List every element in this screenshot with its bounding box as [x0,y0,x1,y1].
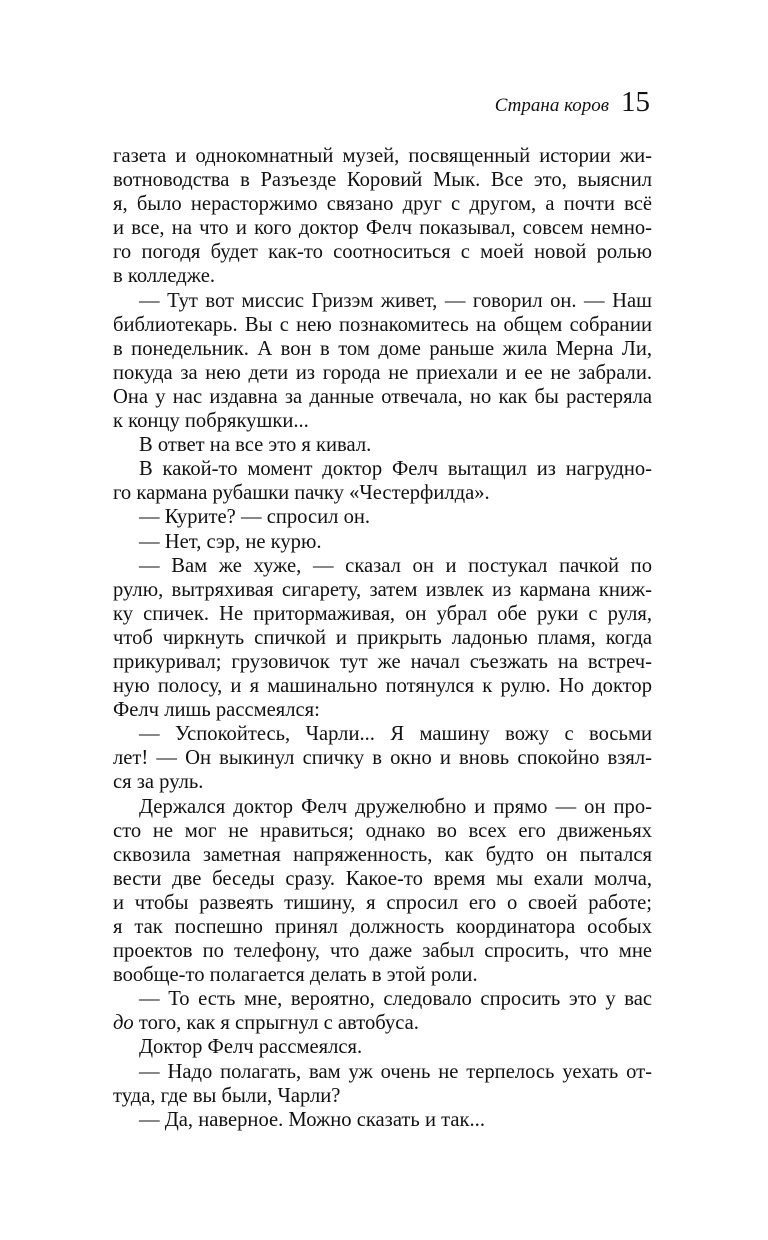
text-line: ся за руль. [113,771,204,794]
text-line: к концу побрякушки... [113,410,309,433]
text-line: рулю, вытряхивая сигарету, затем извлек из кармана книж- [113,578,652,601]
text-line: Фелч лишь рассмеялся: [113,699,320,722]
text-line: — Да, наверное. Можно сказать и так... [139,1108,485,1131]
text-line: проектов по телефону, что даже забыл спросить, что мне [113,940,652,963]
text-line: я так поспешно принял должность координатора особых [113,916,652,938]
running-head [495,86,650,119]
text-line: го погодя будет как-то соотноситься с моей новой ролью [113,241,652,264]
text-line: чтоб чиркнуть спичкой и прикрыть ладонью пламя, когда [113,626,652,649]
text-line: газета и однокомнатный музей, посвященный истории жи- [113,145,652,167]
text-line: го кармана рубашки пачку «Честерфилда». [113,482,490,505]
text-line: и все, на что и кого доктор Фелч показывал, совсем немно- [113,217,652,240]
emphasis: до [113,1012,134,1035]
text-line: лет! — Он выкинул спичку в окно и вновь спокойно взял- [113,747,652,770]
text-line: библиотекарь. Вы с нею познакомитесь на общем собрании [113,313,652,336]
text-line: вотноводства в Разъезде Коровий Мык. Все это, выяснил [113,169,652,192]
body-text [113,144,652,1132]
text-line: — То есть мне, вероятно, следовало спросить это у вас [139,988,652,1011]
text-line: Она у нас издавна за данные отвечала, но как бы растеряла [113,385,652,408]
text-line [113,1011,652,1035]
text-line: в понедельник. А вон в том доме раньше жила Мерна Ли, [113,337,652,360]
text-line: В ответ на все это я кивал. [139,434,372,457]
text-line: покуда за нею дети из города не приехали и ее не забрали. [113,361,652,384]
text-line: — Тут вот миссис Гризэм живет, — говорил он. — Наш [139,289,652,312]
text-line: ку спичек. Не притормаживая, он убрал обе руки с руля, [113,602,652,625]
text-line: — Вам же хуже, — сказал он и постукал пачкой по [139,554,652,577]
text-line: — Курите? — спросил он. [139,506,371,529]
text-line: вести две беседы сразу. Какое-то время мы ехали молча, [113,867,652,890]
text-line: прикуривал; грузовичок тут же начал съезжать на встреч- [113,650,652,673]
text-span: того, как я спрыгнул с автобуса. [133,1012,419,1035]
text-line: Доктор Фелч рассмеялся. [139,1036,363,1059]
text-line: Держался доктор Фелч дружелюбно и прямо — он про- [139,795,652,818]
text-line: в колледже. [113,265,216,288]
text-line: вообще-то полагается делать в этой роли. [113,964,478,987]
text-line: — Надо полагать, вам уж очень не терпелось уехать от- [139,1060,652,1083]
text-line: — Успокойтесь, Чарли... Я машину вожу с восьми [139,723,652,746]
text-line: сквозила заметная напряженность, как будто он пытался [113,843,652,866]
text-line: В какой-то момент доктор Фелч вытащил из нагрудно- [139,458,652,481]
text-line: сто не мог не нравиться; однако во всех его движеньях [113,819,652,842]
page-number: 15 [621,86,650,118]
text-line: ную полосу, и я машинально потянулся к рулю. Но доктор [113,675,652,698]
text-line: я, было нерасторжимо связано друг с другом, а почти всё [113,193,652,216]
text-line: — Нет, сэр, не курю. [139,530,322,553]
running-title: Страна коров [494,95,609,116]
text-line: и чтобы развеять тишину, я спросил его о своей работе; [113,891,652,914]
text-line: туда, где вы были, Чарли? [113,1084,341,1107]
